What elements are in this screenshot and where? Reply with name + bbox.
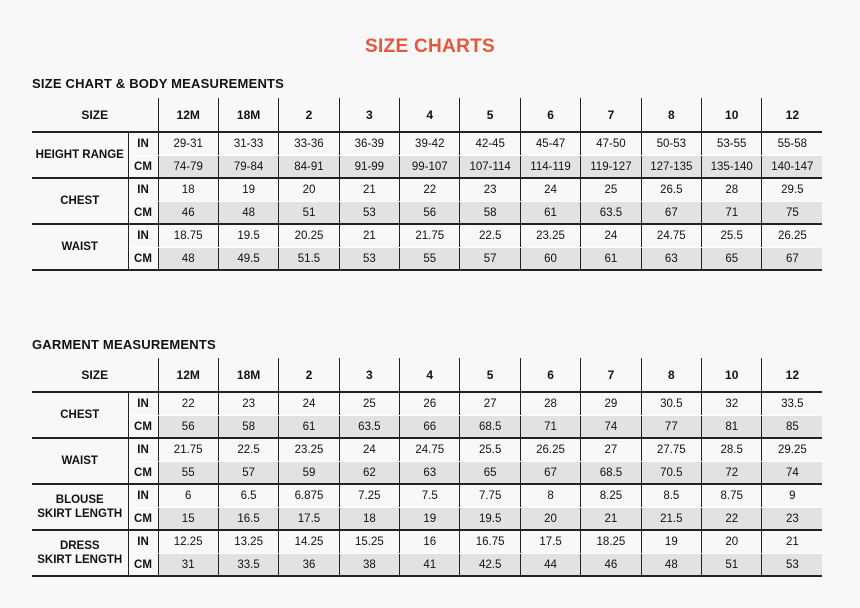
table-row bbox=[32, 554, 822, 577]
value-cell: 38 bbox=[339, 554, 399, 577]
value-cell: 17.5 bbox=[520, 530, 580, 554]
value-cell: 27 bbox=[460, 392, 520, 416]
size-column-header: 7 bbox=[581, 358, 641, 392]
value-cell: 20.25 bbox=[279, 224, 339, 248]
value-cell: 27 bbox=[581, 438, 641, 462]
value-cell: 85 bbox=[762, 416, 822, 439]
value-cell: 25.5 bbox=[460, 438, 520, 462]
size-column-header: 4 bbox=[400, 98, 460, 132]
value-cell: 19 bbox=[218, 178, 278, 202]
section-title-body: SIZE CHART & BODY MEASUREMENTS bbox=[32, 76, 285, 91]
value-cell: 23.25 bbox=[520, 224, 580, 248]
value-cell: 21 bbox=[581, 508, 641, 531]
value-cell: 45-47 bbox=[520, 132, 580, 156]
value-cell: 99-107 bbox=[400, 156, 460, 179]
value-cell: 53 bbox=[762, 554, 822, 577]
unit-label-in: IN bbox=[128, 392, 158, 416]
unit-label-in: IN bbox=[128, 178, 158, 202]
size-column-header: 2 bbox=[279, 98, 339, 132]
value-cell: 107-114 bbox=[460, 156, 520, 179]
value-cell: 32 bbox=[702, 392, 762, 416]
value-cell: 19.5 bbox=[218, 224, 278, 248]
value-cell: 67 bbox=[641, 202, 701, 225]
value-cell: 74 bbox=[581, 416, 641, 439]
header-row bbox=[32, 358, 822, 392]
value-cell: 24 bbox=[279, 392, 339, 416]
value-cell: 58 bbox=[460, 202, 520, 225]
body-measurements-table bbox=[32, 98, 822, 271]
value-cell: 51.5 bbox=[279, 248, 339, 271]
value-cell: 48 bbox=[158, 248, 218, 271]
size-column-header: 18M bbox=[218, 358, 278, 392]
value-cell: 48 bbox=[218, 202, 278, 225]
value-cell: 135-140 bbox=[702, 156, 762, 179]
size-column-header: 7 bbox=[581, 98, 641, 132]
value-cell: 28 bbox=[520, 392, 580, 416]
unit-label-cm: CM bbox=[128, 156, 158, 179]
value-cell: 74 bbox=[762, 462, 822, 485]
value-cell: 25 bbox=[339, 392, 399, 416]
value-cell: 16.75 bbox=[460, 530, 520, 554]
size-column-header: 5 bbox=[460, 98, 520, 132]
size-column-header: 6 bbox=[520, 358, 580, 392]
value-cell: 22 bbox=[400, 178, 460, 202]
unit-label-cm: CM bbox=[128, 462, 158, 485]
value-cell: 55-58 bbox=[762, 132, 822, 156]
size-column-header: 12 bbox=[762, 98, 822, 132]
size-column-header: 12M bbox=[158, 98, 218, 132]
value-cell: 49.5 bbox=[218, 248, 278, 271]
value-cell: 67 bbox=[762, 248, 822, 271]
value-cell: 51 bbox=[702, 554, 762, 577]
table-row bbox=[32, 508, 822, 531]
unit-label-in: IN bbox=[128, 438, 158, 462]
value-cell: 68.5 bbox=[460, 416, 520, 439]
size-column-header: 4 bbox=[400, 358, 460, 392]
value-cell: 33.5 bbox=[218, 554, 278, 577]
value-cell: 28.5 bbox=[702, 438, 762, 462]
table-row bbox=[32, 224, 822, 248]
unit-label-in: IN bbox=[128, 484, 158, 508]
value-cell: 6.5 bbox=[218, 484, 278, 508]
table-row bbox=[32, 462, 822, 485]
value-cell: 21 bbox=[762, 530, 822, 554]
value-cell: 16 bbox=[400, 530, 460, 554]
value-cell: 63.5 bbox=[581, 202, 641, 225]
value-cell: 65 bbox=[460, 462, 520, 485]
size-column-header: 8 bbox=[641, 358, 701, 392]
value-cell: 18.75 bbox=[158, 224, 218, 248]
value-cell: 21.75 bbox=[400, 224, 460, 248]
value-cell: 26.25 bbox=[762, 224, 822, 248]
value-cell: 26.25 bbox=[520, 438, 580, 462]
value-cell: 9 bbox=[762, 484, 822, 508]
measurement-label: WAIST bbox=[32, 438, 128, 484]
value-cell: 75 bbox=[762, 202, 822, 225]
value-cell: 26.5 bbox=[641, 178, 701, 202]
value-cell: 42.5 bbox=[460, 554, 520, 577]
value-cell: 72 bbox=[702, 462, 762, 485]
measurement-label: WAIST bbox=[32, 224, 128, 270]
measurement-label: CHEST bbox=[32, 178, 128, 224]
value-cell: 36 bbox=[279, 554, 339, 577]
value-cell: 21.5 bbox=[641, 508, 701, 531]
value-cell: 63.5 bbox=[339, 416, 399, 439]
value-cell: 21 bbox=[339, 224, 399, 248]
value-cell: 19 bbox=[641, 530, 701, 554]
value-cell: 84-91 bbox=[279, 156, 339, 179]
value-cell: 119-127 bbox=[581, 156, 641, 179]
size-column-header: 8 bbox=[641, 98, 701, 132]
unit-label-cm: CM bbox=[128, 508, 158, 531]
unit-label-cm: CM bbox=[128, 248, 158, 271]
table-row bbox=[32, 248, 822, 271]
value-cell: 127-135 bbox=[641, 156, 701, 179]
value-cell: 91-99 bbox=[339, 156, 399, 179]
value-cell: 61 bbox=[581, 248, 641, 271]
unit-label-cm: CM bbox=[128, 202, 158, 225]
size-column-header: 2 bbox=[279, 358, 339, 392]
value-cell: 70.5 bbox=[641, 462, 701, 485]
value-cell: 15 bbox=[158, 508, 218, 531]
garment-measurements-table bbox=[32, 358, 822, 577]
value-cell: 53-55 bbox=[702, 132, 762, 156]
value-cell: 56 bbox=[158, 416, 218, 439]
value-cell: 140-147 bbox=[762, 156, 822, 179]
value-cell: 15.25 bbox=[339, 530, 399, 554]
value-cell: 33-36 bbox=[279, 132, 339, 156]
value-cell: 36-39 bbox=[339, 132, 399, 156]
value-cell: 63 bbox=[400, 462, 460, 485]
size-column-header: 18M bbox=[218, 98, 278, 132]
value-cell: 79-84 bbox=[218, 156, 278, 179]
measurement-label: BLOUSE SKIRT LENGTH bbox=[32, 484, 128, 530]
value-cell: 18.25 bbox=[581, 530, 641, 554]
value-cell: 28 bbox=[702, 178, 762, 202]
value-cell: 24 bbox=[520, 178, 580, 202]
value-cell: 26 bbox=[400, 392, 460, 416]
table-row bbox=[32, 416, 822, 439]
value-cell: 53 bbox=[339, 202, 399, 225]
value-cell: 58 bbox=[218, 416, 278, 439]
value-cell: 67 bbox=[520, 462, 580, 485]
value-cell: 62 bbox=[339, 462, 399, 485]
value-cell: 44 bbox=[520, 554, 580, 577]
value-cell: 23 bbox=[460, 178, 520, 202]
value-cell: 29-31 bbox=[158, 132, 218, 156]
value-cell: 8 bbox=[520, 484, 580, 508]
value-cell: 29.5 bbox=[762, 178, 822, 202]
value-cell: 20 bbox=[279, 178, 339, 202]
size-header: SIZE bbox=[32, 358, 158, 392]
value-cell: 25.5 bbox=[702, 224, 762, 248]
value-cell: 114-119 bbox=[520, 156, 580, 179]
value-cell: 42-45 bbox=[460, 132, 520, 156]
size-column-header: 10 bbox=[702, 358, 762, 392]
value-cell: 24 bbox=[339, 438, 399, 462]
table-row bbox=[32, 392, 822, 416]
unit-label-in: IN bbox=[128, 530, 158, 554]
size-column-header: 12 bbox=[762, 358, 822, 392]
value-cell: 31-33 bbox=[218, 132, 278, 156]
value-cell: 13.25 bbox=[218, 530, 278, 554]
value-cell: 8.75 bbox=[702, 484, 762, 508]
size-column-header: 5 bbox=[460, 358, 520, 392]
value-cell: 53 bbox=[339, 248, 399, 271]
table-row bbox=[32, 202, 822, 225]
header-row bbox=[32, 98, 822, 132]
value-cell: 47-50 bbox=[581, 132, 641, 156]
measurement-label: DRESS SKIRT LENGTH bbox=[32, 530, 128, 576]
value-cell: 41 bbox=[400, 554, 460, 577]
table-row bbox=[32, 156, 822, 179]
value-cell: 30.5 bbox=[641, 392, 701, 416]
value-cell: 65 bbox=[702, 248, 762, 271]
value-cell: 18 bbox=[158, 178, 218, 202]
value-cell: 39-42 bbox=[400, 132, 460, 156]
value-cell: 56 bbox=[400, 202, 460, 225]
value-cell: 24 bbox=[581, 224, 641, 248]
value-cell: 19.5 bbox=[460, 508, 520, 531]
value-cell: 66 bbox=[400, 416, 460, 439]
unit-label-cm: CM bbox=[128, 554, 158, 577]
value-cell: 77 bbox=[641, 416, 701, 439]
value-cell: 12.25 bbox=[158, 530, 218, 554]
value-cell: 20 bbox=[520, 508, 580, 531]
value-cell: 17.5 bbox=[279, 508, 339, 531]
value-cell: 14.25 bbox=[279, 530, 339, 554]
value-cell: 60 bbox=[520, 248, 580, 271]
value-cell: 61 bbox=[279, 416, 339, 439]
value-cell: 6 bbox=[158, 484, 218, 508]
table-row bbox=[32, 178, 822, 202]
value-cell: 21.75 bbox=[158, 438, 218, 462]
value-cell: 24.75 bbox=[641, 224, 701, 248]
value-cell: 50-53 bbox=[641, 132, 701, 156]
size-column-header: 3 bbox=[339, 358, 399, 392]
value-cell: 22.5 bbox=[218, 438, 278, 462]
value-cell: 6.875 bbox=[279, 484, 339, 508]
size-column-header: 10 bbox=[702, 98, 762, 132]
value-cell: 7.75 bbox=[460, 484, 520, 508]
value-cell: 46 bbox=[158, 202, 218, 225]
value-cell: 19 bbox=[400, 508, 460, 531]
value-cell: 74-79 bbox=[158, 156, 218, 179]
value-cell: 57 bbox=[460, 248, 520, 271]
value-cell: 51 bbox=[279, 202, 339, 225]
size-column-header: 3 bbox=[339, 98, 399, 132]
table-row bbox=[32, 484, 822, 508]
value-cell: 81 bbox=[702, 416, 762, 439]
value-cell: 33.5 bbox=[762, 392, 822, 416]
value-cell: 22 bbox=[158, 392, 218, 416]
table-row bbox=[32, 132, 822, 156]
value-cell: 20 bbox=[702, 530, 762, 554]
value-cell: 23.25 bbox=[279, 438, 339, 462]
table-row bbox=[32, 438, 822, 462]
measurement-label: CHEST bbox=[32, 392, 128, 438]
value-cell: 23 bbox=[762, 508, 822, 531]
value-cell: 18 bbox=[339, 508, 399, 531]
value-cell: 68.5 bbox=[581, 462, 641, 485]
value-cell: 29.25 bbox=[762, 438, 822, 462]
unit-label-in: IN bbox=[128, 224, 158, 248]
page-title: SIZE CHARTS bbox=[365, 36, 495, 57]
value-cell: 22.5 bbox=[460, 224, 520, 248]
value-cell: 25 bbox=[581, 178, 641, 202]
value-cell: 63 bbox=[641, 248, 701, 271]
value-cell: 46 bbox=[581, 554, 641, 577]
value-cell: 55 bbox=[400, 248, 460, 271]
size-column-header: 12M bbox=[158, 358, 218, 392]
value-cell: 71 bbox=[702, 202, 762, 225]
value-cell: 16.5 bbox=[218, 508, 278, 531]
table-row bbox=[32, 530, 822, 554]
value-cell: 57 bbox=[218, 462, 278, 485]
size-header: SIZE bbox=[32, 98, 158, 132]
value-cell: 55 bbox=[158, 462, 218, 485]
value-cell: 22 bbox=[702, 508, 762, 531]
unit-label-cm: CM bbox=[128, 416, 158, 439]
section-title-garment: GARMENT MEASUREMENTS bbox=[32, 337, 216, 352]
value-cell: 27.75 bbox=[641, 438, 701, 462]
measurement-label: HEIGHT RANGE bbox=[32, 132, 128, 178]
value-cell: 7.5 bbox=[400, 484, 460, 508]
value-cell: 59 bbox=[279, 462, 339, 485]
value-cell: 71 bbox=[520, 416, 580, 439]
value-cell: 29 bbox=[581, 392, 641, 416]
value-cell: 23 bbox=[218, 392, 278, 416]
value-cell: 24.75 bbox=[400, 438, 460, 462]
value-cell: 48 bbox=[641, 554, 701, 577]
unit-label-in: IN bbox=[128, 132, 158, 156]
value-cell: 7.25 bbox=[339, 484, 399, 508]
value-cell: 8.25 bbox=[581, 484, 641, 508]
value-cell: 21 bbox=[339, 178, 399, 202]
value-cell: 8.5 bbox=[641, 484, 701, 508]
value-cell: 61 bbox=[520, 202, 580, 225]
value-cell: 31 bbox=[158, 554, 218, 577]
size-column-header: 6 bbox=[520, 98, 580, 132]
